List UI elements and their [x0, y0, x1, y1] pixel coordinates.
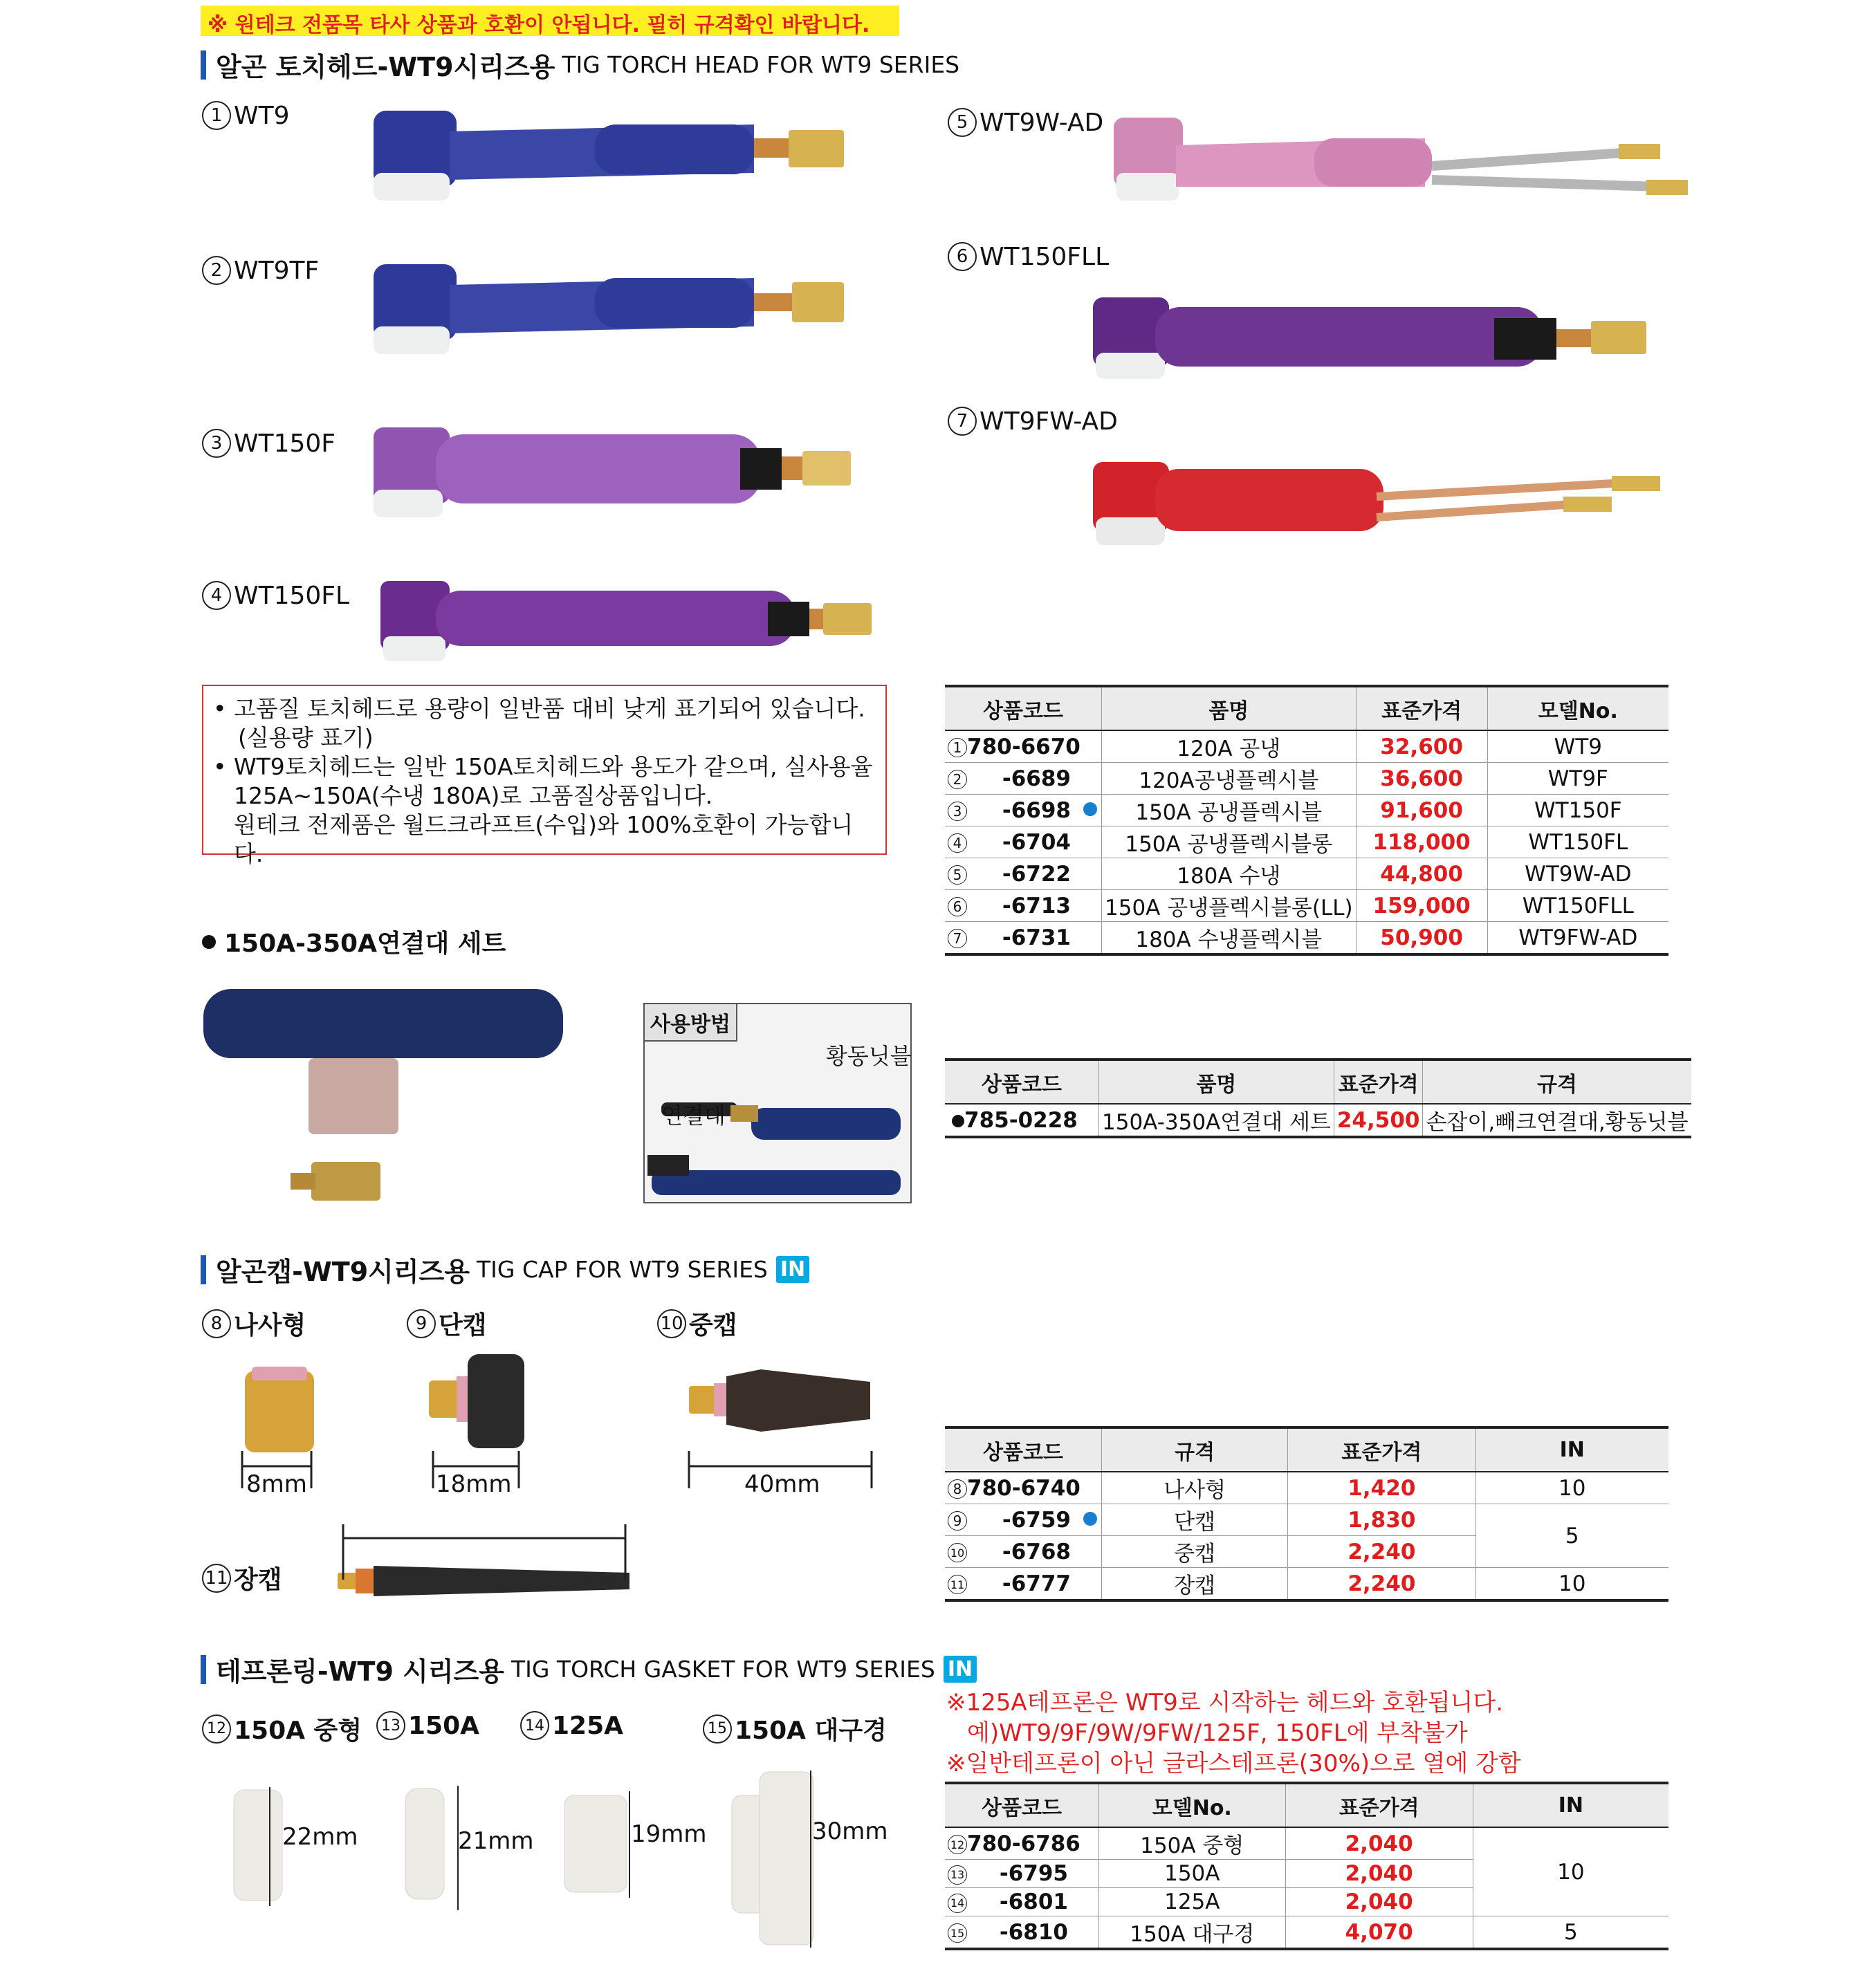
note-line: 125A~150A(수냉 180A)로 고품질상품입니다.: [234, 782, 713, 809]
dim-18mm: 18mm: [436, 1470, 512, 1498]
torch-head-photo-wt9fw-ad: [1086, 448, 1674, 559]
item-label-wt150fll: 6 WT150FLL: [948, 242, 1109, 271]
in-badge: IN: [776, 1256, 809, 1283]
connector-title: 150A-350A연결대 세트: [202, 924, 506, 959]
connector-set-photo: [201, 982, 574, 1203]
table-row: 15 -6810 150A 대구경 4,070 5: [945, 1916, 1668, 1950]
table-row: 12 780-6786 150A 중형 2,040 10: [945, 1827, 1668, 1860]
table-row: 8 780-6740 나사형 1,420 10: [945, 1472, 1668, 1504]
new-dot-icon: [1083, 802, 1097, 816]
torch-head-photo-wt9w-ad: [1107, 111, 1688, 221]
usage-box: [643, 1003, 912, 1203]
item-label-wt9w-ad: 5 WT9W-AD: [948, 108, 1103, 137]
note-line: 원테크 전제품은 월드크라프트(수입)와 100%호환이 가능합니다.: [234, 811, 854, 867]
gasket-photos: [228, 1768, 920, 1961]
table-row: 1 780-6670 120A 공냉 32,600 WT9: [945, 730, 1668, 763]
brass-nipple-label: 황동닛블: [826, 1043, 912, 1069]
dim-19mm: 19mm: [631, 1820, 707, 1848]
section-bar: [201, 50, 206, 80]
cap-label-8: 8 나사형: [202, 1306, 306, 1341]
table-row: 9 -6759 단캡 1,830 5: [945, 1504, 1668, 1536]
head-note-box: [202, 685, 887, 867]
table-row: 6 -6713 150A 공냉플렉시블롱(LL) 159,000 WT150FLL: [945, 890, 1668, 922]
table-row: 14 -6801 125A 2,040: [945, 1888, 1668, 1916]
new-dot-icon: [1083, 1512, 1097, 1526]
gasket-note-line: ※일반테프론이 아닌 글라스테프론(30%)으로 열에 강함: [946, 1750, 1521, 1777]
table-row: 4 -6704 150A 공냉플렉시블롱 118,000 WT150FL: [945, 826, 1668, 858]
torch-head-photo-wt9tf: [367, 250, 879, 361]
note-line: • WT9토치헤드는 일반 150A토치헤드와 용도가 같으며, 실사용율: [213, 753, 873, 780]
item-label-wt9tf: 2 WT9TF: [202, 256, 319, 285]
item-label-wt150f: 3 WT150F: [202, 429, 335, 458]
torch-head-photo-wt9: [367, 97, 879, 207]
cap-label-9: 9 단캡: [407, 1306, 487, 1341]
gasket-price-table: 상품코드 모델No. 표준가격 IN 12 780-6786 150A 중형 2,040 10 13 -6795 150A 2,040 14 -6801 125A 2,040 15 -6810 150A 대구경 4,070 5: [945, 1782, 1668, 1950]
cap-photo-short: [422, 1349, 533, 1452]
table-row: 10 -6768 중캡 2,240: [945, 1536, 1668, 1568]
section-bar: [201, 1655, 206, 1684]
table-row: 2 -6689 120A공냉플렉시블 36,600 WT9F: [945, 763, 1668, 795]
torch-head-photo-wt150fl: [374, 574, 885, 671]
table-row: 5 -6722 180A 수냉 44,800 WT9W-AD: [945, 858, 1668, 890]
dim-40mm: 40mm: [744, 1470, 820, 1498]
gasket-label-13: 13 150A: [376, 1711, 479, 1740]
section-title-cap: 알곤캡-WT9시리즈용 TIG CAP FOR WT9 SERIES IN: [201, 1250, 809, 1288]
section-title-gasket: 테프론링-WT9 시리즈용 TIG TORCH GASKET FOR WT9 SERIES IN: [201, 1650, 977, 1688]
cap-photo-medium: [685, 1362, 872, 1439]
connector-label: 연결대: [661, 1102, 726, 1129]
cap-label-10: 10 중캡: [657, 1306, 737, 1341]
gasket-notes: [946, 1688, 1521, 1779]
cap-dimension-lines: [235, 1444, 927, 1610]
bullet-icon: [202, 935, 216, 949]
gasket-label-14: 14 125A: [520, 1711, 623, 1740]
item-label-wt9: 1 WT9: [202, 101, 290, 130]
notice-banner: ※ 원테크 전품목 타사 상품과 호환이 안됩니다. 필히 규격확인 바랍니다.: [201, 6, 899, 36]
table-row: 785-0228 150A-350A연결대 세트 24,500 손잡이,빼크연결대,황동닛블: [945, 1104, 1691, 1137]
table-row: 13 -6795 150A 2,040: [945, 1860, 1668, 1888]
gasket-note-line: 예)WT9/9F/9W/9FW/125F, 150FL에 부착불가: [967, 1719, 1468, 1747]
bullet-icon: [952, 1115, 964, 1127]
torch-head-photo-wt150f: [367, 420, 879, 524]
dim-30mm: 30mm: [812, 1818, 888, 1845]
section-title-en: TIG TORCH HEAD FOR WT9 SERIES: [562, 51, 960, 78]
table-row: 7 -6731 180A 수냉플렉시블 50,900 WT9FW-AD: [945, 922, 1668, 955]
table-row: 3 -6698 150A 공냉플렉시블 91,600 WT150F: [945, 795, 1668, 826]
usage-title: 사용방법: [645, 1004, 737, 1042]
section-bar: [201, 1255, 206, 1284]
head-price-table: 상품코드 품명 표준가격 모델No. 1 780-6670 120A 공냉 32,600 WT9 2 -6689 120A공냉플렉시블 36,600 WT9F 3 -6698 150A 공냉플렉시블 91,600 WT150F 4 -6704 150A 공냉플렉시블롱 118,000 WT150FL 5 -6722 180A 수냉 44,800 WT9W-AD 6 -6713 150A 공냉플렉시블롱(LL) 159,000 WT150FLL 7 -6731 180A 수냉플렉시블 50,900 WT9FW-AD: [945, 685, 1668, 956]
note-line: (실용량 표기): [238, 724, 374, 751]
connector-price-table: 상품코드 품명 표준가격 규격 785-0228 150A-350A연결대 세트 24,500 손잡이,빼크연결대,황동닛블: [945, 1058, 1691, 1138]
in-badge: IN: [944, 1656, 977, 1683]
gasket-label-12: 12 150A 중형: [202, 1711, 362, 1746]
table-row: 11 -6777 장캡 2,240 10: [945, 1568, 1668, 1601]
dim-8mm: 8mm: [246, 1470, 307, 1498]
dim-21mm: 21mm: [458, 1827, 534, 1855]
item-label-wt150fl: 4 WT150FL: [202, 581, 349, 610]
section-title-ko: 알곤 토치헤드-WT9시리즈용: [216, 52, 555, 82]
item-label-wt9fw-ad: 7 WT9FW-AD: [948, 407, 1118, 436]
gasket-label-15: 15 150A 대구경: [703, 1711, 887, 1746]
gasket-note-line: ※125A테프론은 WT9로 시작하는 헤드와 호환됩니다.: [946, 1689, 1504, 1717]
section-title-head: [201, 46, 959, 84]
torch-head-photo-wt150fll: [1086, 290, 1660, 387]
cap-label-11: 11 장캡: [202, 1560, 282, 1596]
cap-price-table: 상품코드 규격 표준가격 IN 8 780-6740 나사형 1,420 10 9 -6759 단캡 1,830 5 10 -6768 중캡 2,240 11 -6777 장캡 2,240 10: [945, 1426, 1668, 1602]
dim-22mm: 22mm: [282, 1823, 358, 1851]
note-line: • 고품질 토치헤드로 용량이 일반품 대비 낮게 표기되어 있습니다.: [213, 695, 865, 722]
